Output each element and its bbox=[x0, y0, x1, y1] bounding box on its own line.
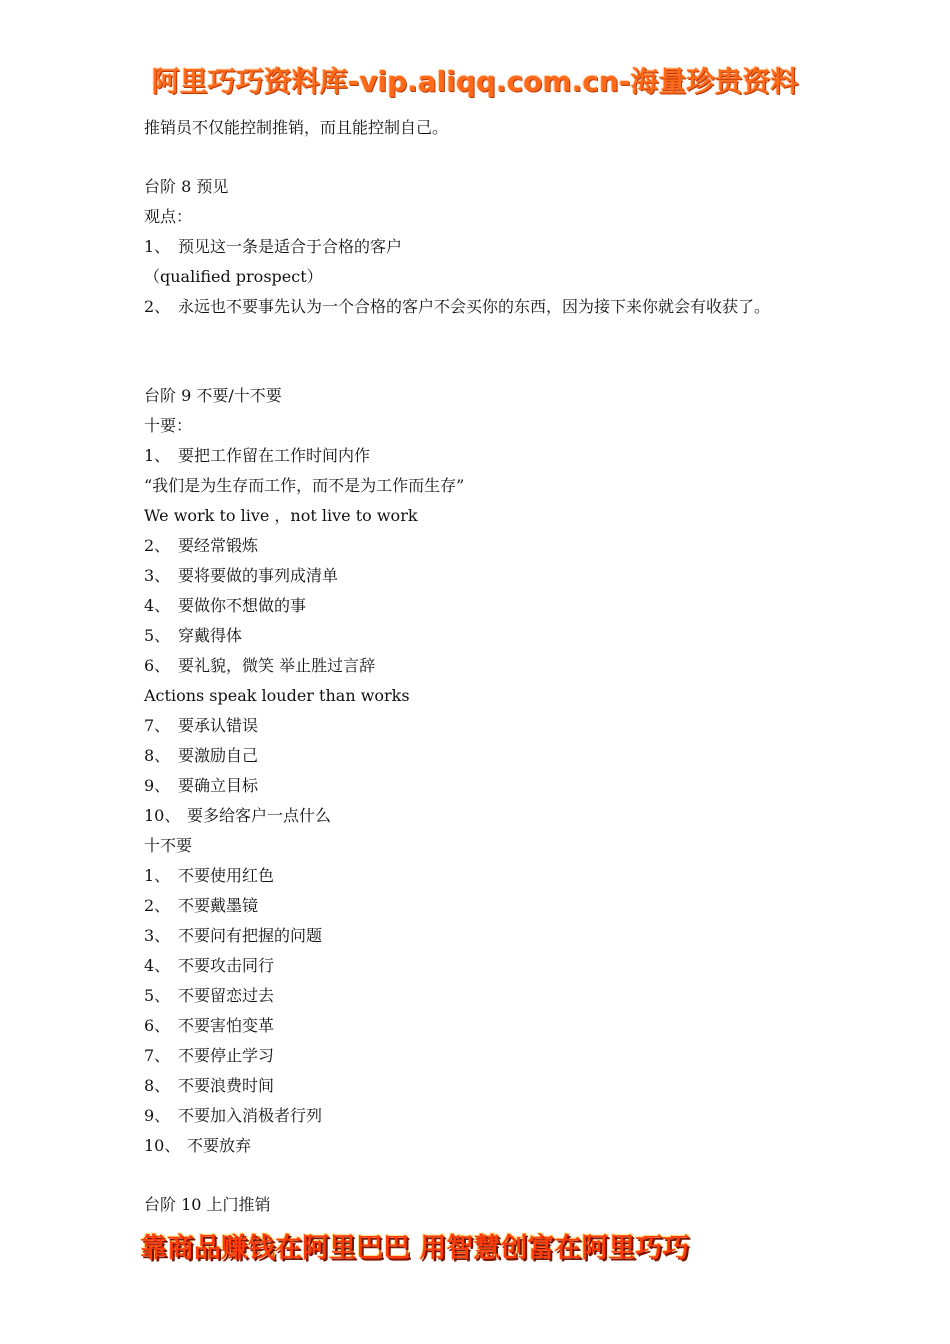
list-text: 不要停止学习 bbox=[178, 1046, 275, 1065]
list-text: 要把工作留在工作时间内作 bbox=[178, 446, 371, 465]
list-number: 10、 bbox=[144, 1136, 181, 1155]
list-number: 1、 bbox=[144, 446, 171, 465]
spacer bbox=[144, 1161, 844, 1190]
list-item bbox=[144, 741, 844, 771]
list-text: 不要问有把握的问题 bbox=[178, 926, 323, 945]
list-text: “我们是为生存而工作，而不是为工作而生存” bbox=[144, 476, 465, 495]
list-item bbox=[144, 981, 844, 1011]
list-text: Actions speak louder than works bbox=[144, 686, 410, 705]
list-text: 不要使用红色 bbox=[178, 866, 275, 885]
list-number: 3、 bbox=[144, 566, 171, 585]
list-text: 要确立目标 bbox=[178, 776, 259, 795]
list-item bbox=[144, 681, 844, 711]
list-item bbox=[144, 951, 844, 981]
list-item bbox=[144, 651, 844, 681]
list-text: 永远也不要事先认为一个合格的客户不会买你的东西，因为接下来你就会有收获了。 bbox=[178, 297, 771, 316]
list-item bbox=[144, 861, 844, 891]
list-number: 8、 bbox=[144, 1076, 171, 1095]
list-item bbox=[144, 621, 844, 651]
list-number: 2、 bbox=[144, 896, 171, 915]
list-text: 要礼貌，微笑 举止胜过言辞 bbox=[178, 656, 376, 675]
list-item bbox=[144, 1131, 844, 1161]
spacer bbox=[144, 322, 844, 381]
list-text: 要多给客户一点什么 bbox=[187, 806, 332, 825]
list-number: 1、 bbox=[144, 237, 171, 256]
list-number: 4、 bbox=[144, 596, 171, 615]
list-text: 要承认错误 bbox=[178, 716, 259, 735]
list-number: 7、 bbox=[144, 1046, 171, 1065]
list-text: 不要留恋过去 bbox=[178, 986, 275, 1005]
list-text: 预见这一条是适合于合格的客户 bbox=[178, 237, 403, 256]
step10-title: 台阶 10 上门推销 bbox=[144, 1195, 271, 1214]
list-number: 4、 bbox=[144, 956, 171, 975]
step9-dont-label: 十不要 bbox=[144, 836, 193, 855]
header-banner: 阿里巧巧资料库-vip.aliqq.com.cn-海量珍贵资料 bbox=[151, 65, 799, 98]
list-item bbox=[144, 292, 844, 322]
list-item bbox=[144, 1101, 844, 1131]
list-item bbox=[144, 801, 844, 831]
list-item bbox=[144, 921, 844, 951]
list-number: 6、 bbox=[144, 656, 171, 675]
list-number: 8、 bbox=[144, 746, 171, 765]
list-item bbox=[144, 1071, 844, 1101]
list-item bbox=[144, 1011, 844, 1041]
list-text: 要经常锻炼 bbox=[178, 536, 259, 555]
list-item bbox=[144, 262, 844, 292]
list-number: 2、 bbox=[144, 536, 171, 555]
list-item bbox=[144, 531, 844, 561]
list-item bbox=[144, 501, 844, 531]
step8-title: 台阶 8 预见 bbox=[144, 177, 229, 196]
list-text: 不要攻击同行 bbox=[178, 956, 275, 975]
list-text: 不要浪费时间 bbox=[178, 1076, 275, 1095]
list-item bbox=[144, 561, 844, 591]
list-number: 9、 bbox=[144, 1106, 171, 1125]
list-item bbox=[144, 771, 844, 801]
list-item bbox=[144, 591, 844, 621]
list-number: 10、 bbox=[144, 806, 181, 825]
list-text: We work to live ，not live to work bbox=[144, 506, 418, 525]
list-number: 9、 bbox=[144, 776, 171, 795]
spacer bbox=[144, 143, 844, 172]
list-text: 不要戴墨镜 bbox=[178, 896, 259, 915]
list-text: 要做你不想做的事 bbox=[178, 596, 307, 615]
list-item bbox=[144, 471, 844, 501]
document-body bbox=[144, 113, 844, 1220]
list-number: 3、 bbox=[144, 926, 171, 945]
list-number: 2、 bbox=[144, 297, 171, 316]
list-text: 要将要做的事列成清单 bbox=[178, 566, 339, 585]
list-item bbox=[144, 711, 844, 741]
list-text: （qualified prospect） bbox=[144, 267, 323, 286]
list-number: 1、 bbox=[144, 866, 171, 885]
step8-label: 观点： bbox=[144, 207, 193, 226]
list-item bbox=[144, 232, 844, 262]
footer-banner: 靠商品赚钱在阿里巴巴 用智慧创富在阿里巧巧 bbox=[140, 1233, 690, 1264]
list-text: 穿戴得体 bbox=[178, 626, 243, 645]
step9-title: 台阶 9 不要/十不要 bbox=[144, 386, 282, 405]
list-number: 5、 bbox=[144, 986, 171, 1005]
list-number: 5、 bbox=[144, 626, 171, 645]
list-number: 6、 bbox=[144, 1016, 171, 1035]
list-number: 7、 bbox=[144, 716, 171, 735]
list-text: 要激励自己 bbox=[178, 746, 259, 765]
step9-do-label: 十要： bbox=[144, 416, 193, 435]
list-text: 不要害怕变革 bbox=[178, 1016, 275, 1035]
list-item bbox=[144, 441, 844, 471]
list-item bbox=[144, 1041, 844, 1071]
list-item bbox=[144, 891, 844, 921]
list-text: 不要放弃 bbox=[187, 1136, 252, 1155]
intro-line: 推销员不仅能控制推销，而且能控制自己。 bbox=[144, 118, 449, 137]
list-text: 不要加入消极者行列 bbox=[178, 1106, 323, 1125]
